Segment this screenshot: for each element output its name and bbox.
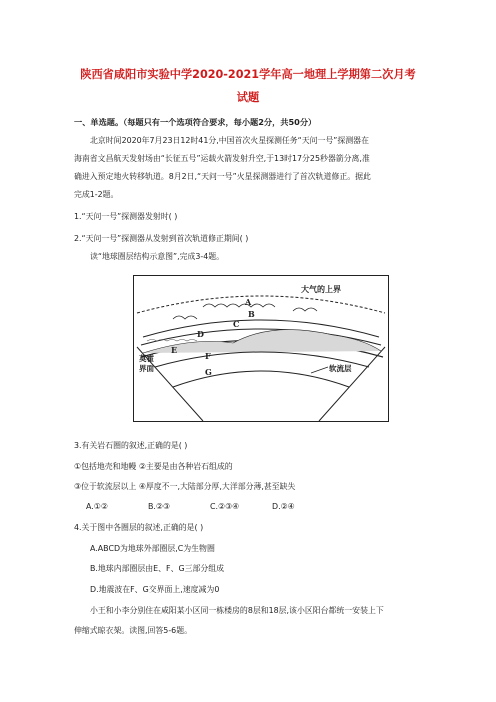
- question-2: 2.“天问一号”探测器从发射到首次轨道修正期间( ): [74, 234, 249, 243]
- document-title-continued: 试题: [236, 91, 260, 104]
- option-b[interactable]: B.②③: [148, 502, 171, 511]
- label-e: E: [171, 345, 178, 355]
- question-1: 1.“天问一号”探测器发射时( ): [74, 212, 178, 221]
- figure-intro: 读“地球圈层结构示意图”,完成3-4题。: [90, 252, 225, 261]
- question-3: 3.有关岩石圈的叙述,正确的是( ): [74, 441, 188, 450]
- option-a[interactable]: A.①②: [86, 502, 108, 511]
- question-3-statements: ①包括地壳和地幔 ②主要是由各种岩石组成的: [74, 462, 233, 471]
- label-moho-2: 界面: [139, 364, 154, 373]
- label-g: G: [205, 367, 212, 377]
- option-c[interactable]: C.②③④: [210, 502, 240, 511]
- label-asthenosphere: 软流层: [329, 364, 352, 373]
- section-heading: 一、单选题。（每题只有一个选项符合要求，每小题2分，共50分）: [74, 117, 317, 127]
- option-a[interactable]: A.ABCD为地球外部圈层,C为生物圈: [90, 544, 215, 553]
- passage-line: 北京时间2020年7月23日12时41分,中国首次火星探测任务“天问一号”探测器在: [90, 136, 369, 145]
- earth-layers-diagram: [133, 275, 389, 422]
- question-4: 4.关于图中各圈层的叙述,正确的是( ): [74, 523, 204, 532]
- label-moho-1: 莫霍: [139, 354, 154, 363]
- label-c: C: [233, 319, 240, 329]
- label-d: D: [197, 329, 204, 339]
- passage-line: 确进入预定地火转移轨道。8月2日,“天问一号”火星探测器进行了首次轨道修正。据此: [74, 172, 371, 181]
- passage-line: 小王和小李分别住在咸阳某小区同一栋楼房的8层和18层,该小区阳台都统一安装上下: [90, 606, 384, 615]
- option-b[interactable]: B.地球内部圈层由E、F、G三部分组成: [90, 564, 225, 573]
- passage-line: 完成1-2题。: [74, 190, 119, 199]
- question-3-statements: ③位于软流层以上 ④厚度不一,大陆部分厚,大洋部分薄,甚至缺失: [74, 482, 296, 491]
- document-title: 陕西省咸阳市实验中学2020-2021学年高一地理上学期第二次月考: [80, 68, 416, 81]
- label-a: A: [245, 297, 252, 307]
- passage-line: 伸缩式晾衣架。读图,回答5-6题。: [74, 626, 192, 635]
- label-atmosphere: 大气的上界: [301, 284, 341, 294]
- passage-line: 海南省文昌航天发射场由“长征五号”运载火箭发射升空,于13时17分25秒器箭分离,准: [74, 154, 370, 163]
- label-b: B: [248, 309, 255, 319]
- label-f: F: [205, 351, 211, 361]
- option-d[interactable]: D.地震波在F、G交界面上,速度减为0: [90, 585, 220, 594]
- option-d[interactable]: D.②④: [272, 502, 295, 511]
